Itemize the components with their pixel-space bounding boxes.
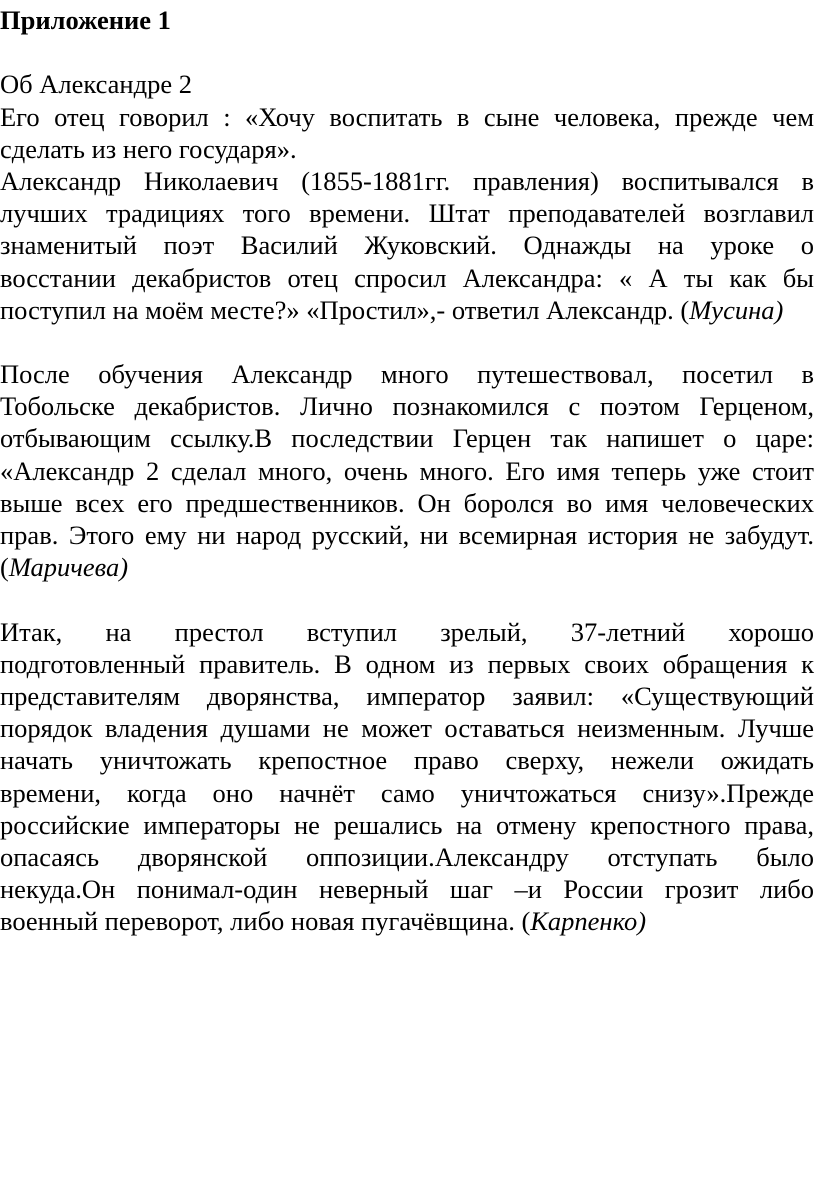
text-line: опасаясь дворянской оппозиции.Александру отступать было (0, 841, 814, 872)
section-heading: Об Александре 2 (0, 69, 192, 100)
text-line: Тобольске декабристов. Лично познакомился с поэтом Герценом, (0, 391, 814, 422)
text-line: представителям дворянства, император заявил: «Существующий (0, 680, 814, 711)
text-line: восстании декабристов отец спросил Александра: « А ты как бы (0, 262, 814, 293)
author-name: Карпенко) (530, 906, 647, 937)
text-line (0, 551, 814, 583)
text-line: прав. Этого ему ни народ русский, ни всемирная история не забудут. (0, 520, 814, 550)
text-line: российские императоры не решались на отмену крепостного права, (0, 809, 814, 840)
paragraph-father-quote (0, 101, 814, 165)
text-line: После обучения Александр много путешествовал, посетил в (0, 359, 814, 390)
paragraph-travels (0, 358, 814, 583)
author-name: Маричева) (8, 552, 129, 583)
page-title: Приложение 1 (0, 5, 171, 35)
text-line: выше всех его предшественников. Он боролся во имя человеческих (0, 487, 814, 518)
author-name: Мусина) (689, 294, 784, 325)
blank-line (0, 326, 814, 358)
text-line: некуда.Он понимал-один неверный шаг –и России грозит либо (0, 874, 814, 905)
paragraph-education (0, 165, 814, 326)
text-line: лучших традициях того времени. Штат преподавателей возглавил (0, 198, 814, 229)
text-line: Итак, на престол вступил зрелый, 37-летний хорошо (0, 616, 814, 647)
text-line (0, 905, 814, 937)
text-fragment: поступил на моём месте?» «Простил»,- ответил Александр. ( (0, 294, 690, 325)
text-line (0, 294, 814, 326)
text-fragment: ( (0, 552, 9, 583)
paragraph-reign (0, 616, 814, 938)
text-line: Его отец говорил : «Хочу воспитать в сыне человека, прежде чем (0, 101, 814, 132)
text-line: начать уничтожать крепостное право сверху, нежели ожидать (0, 745, 814, 776)
text-line: сделать из него государя». (0, 133, 297, 164)
text-line: Александр Николаевич (1855-1881гг. правления) воспитывался в (0, 165, 814, 196)
text-line: «Александр 2 сделал много, очень много. Его имя теперь уже стоит (0, 455, 814, 486)
text-line: порядок владения душами не может оставаться неизменным. Лучше (0, 713, 814, 744)
text-line: отбывающим ссылку.В последствии Герцен так напишет о царе: (0, 423, 814, 454)
text-line: времени, когда оно начнёт само уничтожаться снизу».Прежде (0, 777, 814, 808)
text-line: подготовленный правитель. В одном из первых своих обращения к (0, 648, 814, 679)
blank-line (0, 583, 814, 615)
text-line: знаменитый поэт Василий Жуковский. Однажды на уроке о (0, 230, 814, 261)
blank-line (0, 36, 814, 68)
text-fragment: военный переворот, либо новая пугачёвщина. ( (0, 906, 531, 937)
